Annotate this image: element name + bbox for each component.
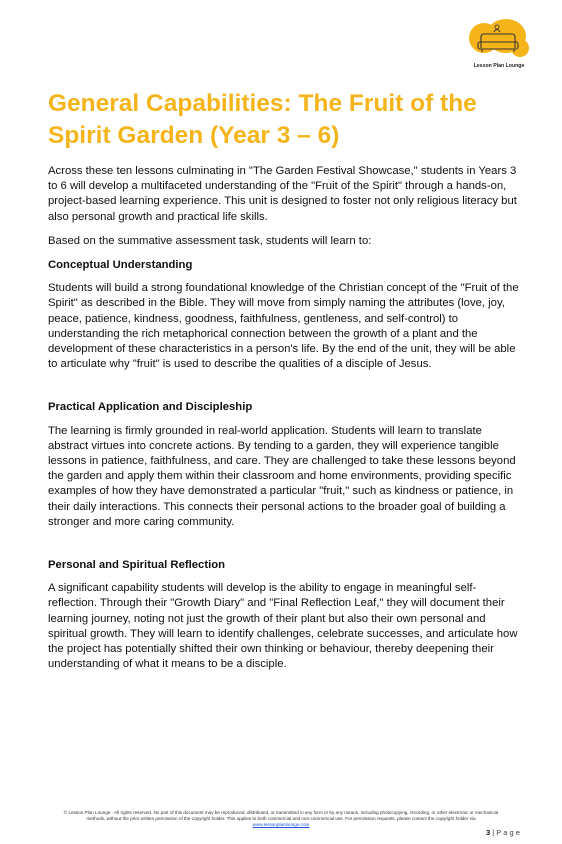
page-title: General Capabilities: The Fruit of the Spirit Garden (Year 3 – 6) bbox=[48, 90, 477, 149]
page-number bbox=[486, 828, 520, 837]
lesson-plan-lounge-logo bbox=[468, 18, 530, 74]
page-label: | P a g e bbox=[492, 828, 520, 837]
lounge-sofa-icon bbox=[468, 18, 530, 62]
section-heading-reflection: Personal and Spiritual Reflection bbox=[48, 559, 226, 572]
website-link[interactable]: www.lessonplanlounge.com bbox=[252, 822, 310, 827]
page-number-value: 3 bbox=[486, 828, 491, 837]
section-body-conceptual: Students will build a strong foundational knowledge of the Christian concept of the "Fruit of the Spirit" as described in the Bible. They will move from simply naming the attributes (love, joy, peace, patience, kindness, goodness, faithfulness, gentleness, and self-control) to understanding the rich metaphorical connection between the growth of a plant and the development of these characteristics in a person's life. By the end of the unit, they will be able to articulate why "fruit" is used to describe the qualities of a disciple of Jesus. bbox=[48, 282, 519, 371]
section-heading-practical: Practical Application and Discipleship bbox=[48, 401, 253, 414]
based-on-paragraph: Based on the summative assessment task, students will learn to: bbox=[48, 234, 372, 247]
document-body bbox=[48, 164, 524, 700]
section-heading-conceptual: Conceptual Understanding bbox=[48, 259, 193, 272]
intro-paragraph: Across these ten lessons culminating in "The Garden Festival Showcase," students in Years 3 to 6 will develop a multifaceted understanding of the "Fruit of the Spirit" through a hands-on, project-based learning experience. This unit is designed to foster not only religious literacy but also personal growth and practical life skills. bbox=[48, 165, 517, 223]
copyright-text: © Lesson Plan Lounge - All rights reserved. No part of this document may be reproduced, distributed, or transmitted in any form or by any means, including photocopying, recording, or other electronic or mechanical methods, without the prior written permission of the copyright holder. This applies to both commercial and non-commercial use. For permission requests, please contact the copyright holder via bbox=[63, 810, 499, 821]
logo-text: Lesson Plan Lounge bbox=[473, 63, 525, 69]
section-body-practical: The learning is firmly grounded in real-world application. Students will learn to translate abstract virtues into concrete actions. By tending to a garden, they will experience tangible lessons in patience, faithfulness, and care. They are challenged to take these lessons beyond the garden and apply them within their classroom and home environments, providing specific examples of how they have demonstrated a particular "fruit," such as kindness or patience, in their daily interactions. This connects their personal actions to the broader goal of building a stronger and more caring community. bbox=[48, 424, 516, 528]
footer-copyright bbox=[58, 810, 504, 828]
section-body-reflection: A significant capability students will develop is the ability to engage in meaningful self-reflection. Through their "Growth Diary" and "Final Reflection Leaf," they will document their learning journey, noting not just the growth of their plant but also their own personal and spiritual growth. They will learn to identify challenges, celebrate successes, and articulate how the project has potentially shifted their own thinking or behaviour, thereby deepening their understanding of what it means to be a disciple. bbox=[48, 582, 518, 671]
